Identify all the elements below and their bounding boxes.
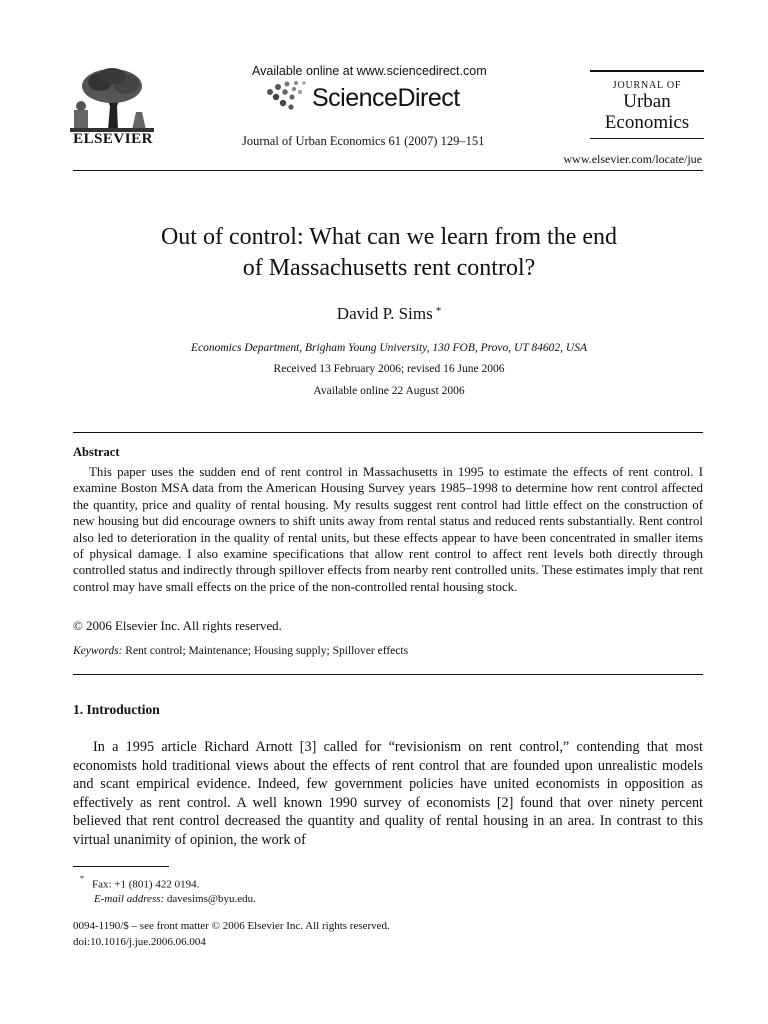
doi-link[interactable]: doi:10.1016/j.jue.2006.06.004 [73, 936, 206, 948]
received-dates: Received 13 February 2006; revised 16 June 2006 [273, 363, 505, 375]
journal-name-line2: Economics [604, 112, 690, 133]
footnote-rule [73, 866, 169, 867]
header-divider [73, 170, 703, 171]
author-affiliation: Economics Department, Brigham Young University, 130 FOB, Provo, UT 84602, USA [191, 342, 587, 354]
author-name [0, 304, 768, 324]
abstract-text: This paper uses the sudden end of rent control in Massachusetts in 1995 to estimate the effects of rent control. I examine Boston MSA data from the American Housing Survey years 1985–1998 to determine how rent control affected the quantity, price and quality of rental housing. My results suggest rent control had little effect on the construction of new housing but did encourage owners to shift units away from rental status and reduced rents substantially. Rent control also led to deterioration in the quality of rental units, but these effects appear to have been concentrated in smaller items of physical damage. I also examine specifications that allow rent control to affect rent levels both directly through controlled status and indirectly through spillover effects from nearby rent controlled units. These estimates imply that rent control may have small effects on the price of the non-controlled rental housing stock. [73, 465, 703, 594]
footnote-fax [80, 876, 199, 891]
journal-masthead-rule-bottom [590, 138, 704, 139]
abstract-copyright: © 2006 Elsevier Inc. All rights reserved. [73, 619, 282, 633]
article-title-line2: of Massachusetts rent control? [242, 255, 536, 281]
issn-line: 0094-1190/$ – see front matter © 2006 Elsevier Inc. All rights reserved. [73, 920, 390, 932]
footnote-mark: * [80, 874, 84, 883]
abstract-top-rule [73, 432, 703, 433]
keywords-list: Rent control; Maintenance; Housing supply; Spillover effects [125, 645, 409, 657]
sciencedirect-logo: ScienceDirect [312, 84, 460, 112]
article-title-line1: Out of control: What can we learn from the end [160, 224, 618, 250]
keywords [73, 645, 408, 657]
footnote-email-link[interactable]: davesims@byu.edu. [166, 893, 256, 905]
abstract-body [73, 464, 703, 595]
author-footnote-mark[interactable]: * [435, 305, 442, 317]
author-text: David P. Sims [336, 304, 433, 323]
journal-masthead-rule [590, 70, 704, 72]
footnote-email-label: E-mail address: [94, 893, 165, 905]
publisher-name: ELSEVIER [73, 131, 153, 147]
journal-citation: Journal of Urban Economics 61 (2007) 129–151 [242, 134, 485, 148]
footnote-fax-text: Fax: +1 (801) 422 0194. [92, 878, 200, 891]
abstract-heading: Abstract [73, 445, 120, 459]
available-online-date: Available online 22 August 2006 [313, 385, 465, 397]
sciencedirect-dots-icon [266, 80, 308, 110]
section-heading-introduction: 1. Introduction [73, 702, 160, 717]
introduction-paragraph: In a 1995 article Richard Arnott [3] called for “revisionism on rent control,” contending that most economists hold traditional views about the effects of rent control that are founded upon unrealistic models and scant empirical evidence. Indeed, few government policies have united economists in opposition as effectively as rent control. A well known 1990 survey of economists [2] found that over ninety percent believed that rent control decreased the quantity and quality of rental housing in an area. In contrast to this virtual unanimity of opinion, the work of [73, 739, 703, 848]
journal-name [590, 91, 704, 133]
journal-of-label: JOURNAL OF [612, 80, 682, 91]
abstract-bottom-rule [73, 674, 703, 675]
footnote-email [94, 893, 256, 905]
introduction-body [73, 738, 703, 849]
available-online-link[interactable]: Available online at www.sciencedirect.com [252, 64, 487, 78]
article-title [0, 222, 768, 284]
journal-name-line1: Urban [623, 91, 671, 112]
journal-url-link[interactable]: www.elsevier.com/locate/jue [563, 152, 702, 166]
keywords-label: Keywords: [73, 645, 123, 657]
